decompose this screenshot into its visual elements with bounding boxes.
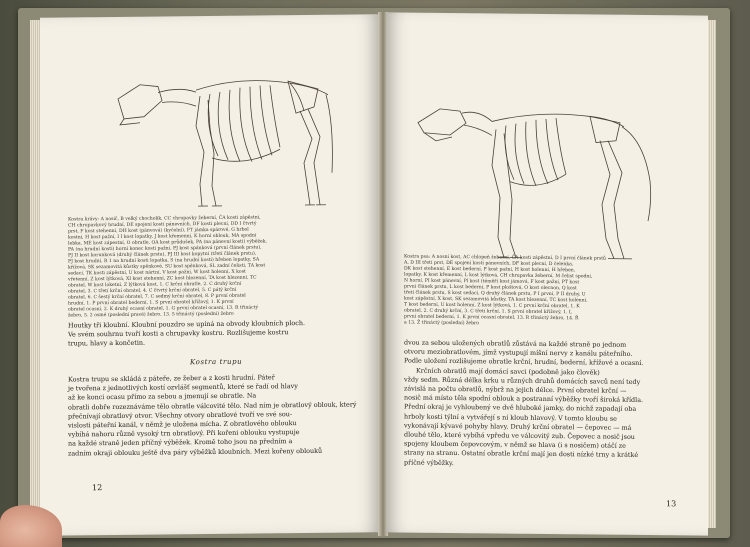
cow-skeleton-illustration — [100, 55, 350, 218]
caption-line: CH chrupavkový hrudní, DE spojení kostí pánevních, DF kosti plecní, DD I čtvrtý — [68, 221, 257, 229]
text-line: Ve svém souhrnu tvoří kosti a chrupavky kostru. Rozlišujeme kostru — [68, 328, 289, 339]
text-line: Kostra trupu se skládá z páteře, ze žeber a z kosti hrudní. Páteř — [68, 373, 275, 384]
caption-line: T kost bederní, U kost holenní, Z kost lýtková, 1. C první krční obratel, 1. K — [404, 302, 580, 310]
text-line: Přední okraj je vyhloubený ve dvě hluboké jamky, do nichž zapadají oba — [404, 402, 637, 414]
caption-line: sedací, TK kosti zápěstní, U kost nártní, V kost pažní, W kost holenní, X kost — [68, 269, 246, 277]
caption-line: N horní, PI kost pánevní, Pl kost (téměř) kost jámová, F kost pažní, PT kost — [404, 278, 580, 286]
text-line: vykonávají kývavé pohyby hlavy. Druhý krční obratel — čepovec — má — [404, 421, 632, 432]
dog-skeleton-drawing — [410, 69, 670, 272]
text-line: vždy sedm. Různá délka krku u různých druhů domácích savců není tedy — [404, 375, 641, 386]
text-line: přečnívají obratlový otvor. Všechny otvory obratlové tvoří ve své sou- — [68, 409, 293, 421]
caption-line: PJ kost hrudní, R 1 na hrudní kosti lopatka, S (na hrudní kosti) hřeben lopatky, SA — [68, 257, 260, 265]
section-heading: Kostra trupu — [190, 357, 243, 367]
text-line: vislosti páteřní kanál, v němž je uložena mícha. Z obratlového oblouku — [68, 419, 297, 430]
caption-line: žebro, 5. 2 osmé (poslední pravé) žebro, 13. 5 třináctý (poslední) žebro — [68, 311, 234, 319]
caption-line: křížová, SK sezamovitá kůstky spěnkové, SU kost spěnková, SL zadní čelisti, TA kost — [68, 263, 266, 271]
caption-line: obratel, 6. C šestý krční obratel, 7. C sedmý krční obratel, 8. P první obratel — [68, 293, 246, 301]
caption-line: vřetenní, Z kost lýtková, XI kost stehenní, ZC kost hlezenní, TA kost hlezenní, TC — [68, 275, 257, 283]
caption-line: hrudní, 1. P první obratel bederní, 1. S první obratel křížový, 1. K první — [68, 299, 234, 307]
text-line: Houtky tři kloubní. Kloubní pouzdro se upíná na obvody kloubních ploch. — [68, 319, 305, 330]
caption-line: Kostra psa: A nosní kost, AC chlopeň žeberní, ČA kosti zápěstní, D I první článek prstů — [404, 254, 606, 262]
intro-paragraph — [68, 318, 368, 349]
page-number: 13 — [666, 499, 677, 509]
text-line: dvou za sebou uložených obratlů zůstává na každé straně po jednom — [404, 338, 627, 349]
cervical-paragraph — [404, 339, 694, 471]
caption-line: obratel, 2. C druhý krční, 3. C třetí krční, 1. S první obratel křížový, 1. L — [404, 308, 572, 316]
left-page-edges — [30, 20, 40, 532]
caption-line: PA (na hrudní kosti) horní konec kosti pažní, PJ kost spánková (první článek prstu), — [68, 245, 262, 253]
caption-line: DK kost stehenní, E kost bederní, F kost pažní, H kost holenní, H hřeben, — [404, 266, 576, 274]
text-line: hrboly kosti týlní a vytvářejí s ní kloub hlavový. V tomto kloubu se — [404, 412, 617, 423]
text-line: spojeny kloubem čepovcovým, v němž se hlava (i s nosičem) otáčí ze — [404, 439, 626, 451]
text-line: závislá na počtu obratlů, nýbrž na jejich délce. První obratel krční — — [404, 384, 627, 395]
caption-line: lopatky, K kost křemenní, L kost lýtková, CH chrupavka žeberní, M čelist spodní, — [404, 272, 593, 280]
text-line: na každé straně jeden příčný výběžek. Kromě toho jsou na předním a — [68, 437, 293, 448]
trunk-paragraph — [68, 372, 368, 458]
text-line: dlouhé tělo, které vybíhá vpředu ve válcovitý zub. Čepovec a nosič jsou — [404, 430, 635, 441]
caption-line: kostní, H kost pažní, I I kost lopatky, J kost křemenní, K horní oblouk, MA spodní — [68, 233, 257, 241]
text-line: příčné výběžky. — [404, 458, 454, 467]
caption-line: Kostra krávy: A nosič, B velký chocholík, CC chrupavky žeberní, ČA kosti zápěstní, — [68, 215, 261, 223]
cow-skeleton-caption — [68, 214, 368, 319]
caption-line: lebka, ME kost zápestní, O obratle, OA kost průdušek, PA (na pánevní kosti) výběžek, — [68, 239, 267, 247]
cow-skeleton-drawing — [100, 55, 350, 218]
text-line: zadním okraji oblouku ještě dva páry výběžků kloubních. Mezi kořeny oblouků — [68, 446, 323, 458]
text-line: obratli dobře rozeznáváme tělo obratle válcovité tělo. Nad ním je obratlový oblouk, který — [68, 400, 357, 412]
dog-skeleton-illustration — [410, 69, 670, 272]
text-line: vybíhá nahoru různě vysoký trn obratlový. Při kořeni oblouku vystupuje — [68, 428, 300, 439]
caption-line: PJ II kost korunková (druhý článek prstu), PJ III kost kopytní (třetí článek prstu), — [68, 251, 257, 259]
caption-line: obratel, 3. C třetí krční obratel, 4. C čtvrtý krční obratel, 5. C pátý krční — [68, 287, 237, 295]
text-line: trupu, hlavy a končetin. — [68, 339, 146, 348]
caption-line: první článek prstu, L kost bederní, P kost ploštová, O kost olecnon, Q kost — [404, 284, 577, 292]
text-line: Krčních obratlů mají domácí savci (podobně jako člověk) — [416, 366, 600, 377]
caption-line: třetí článek prstu, S kost sedací, Q druhý článek prstu, P I první, P II druhý, U — [404, 290, 586, 298]
caption-line: kost zápěstní, X kost, SK sezamovitá kůstky, TA kost hlezenní, TC kost holenní, — [404, 296, 588, 304]
caption-line: A, D III třetí prst, DE spojení kostí pánevních, DF kost plecní, D čelenka, — [404, 260, 574, 268]
text-line: je tvořena z jednotlivých kostí ozvlášť segmentů, které se řadí od hlavy — [68, 382, 298, 393]
caption-line: prst, F kost stehenní, DH kost (pánvová) (kyčelní), FT jámka spárové, G hrbol — [68, 227, 249, 235]
left-page — [40, 14, 380, 536]
text-line: až ke konci ocasu přímo za sebou a jmenují se obratle. Na — [68, 391, 257, 402]
caption-line: obratel, W kost loketní, Z lýtková kost, 1. C krční obratle, 2. C druhý krční — [68, 281, 242, 289]
text-line: nosič má místo těla spodní oblouk a postranní výběžky tvoří široká křídla. — [404, 393, 644, 405]
text-line: strany na stranu. Ostatní obratle krční mají jen dosti nízké trny a krátké — [404, 448, 639, 460]
text-line: Podle uložení rozlišujeme obratle krční, hrudní, bederní, křížové a ocasní. — [404, 356, 644, 368]
caption-line: obratel ocasní, 2. K druhý ocasní obratel, 1. G první obratel ocasní, 13. R třináctý — [68, 305, 259, 313]
caption-line: první obratel bederní, 1. K první ocasní obratel, 13. R třináctý žebro, 14. Ř — [404, 314, 579, 322]
dog-skeleton-caption — [404, 255, 694, 330]
page-number: 12 — [92, 483, 103, 493]
caption-line: a 13. Ž třináctý (poslední) žebro — [404, 320, 480, 327]
right-page — [386, 12, 708, 535]
text-line: otvoru meziobratlovém, jímž vystupují míšní nervy z kanálu páteřního. — [404, 347, 633, 359]
